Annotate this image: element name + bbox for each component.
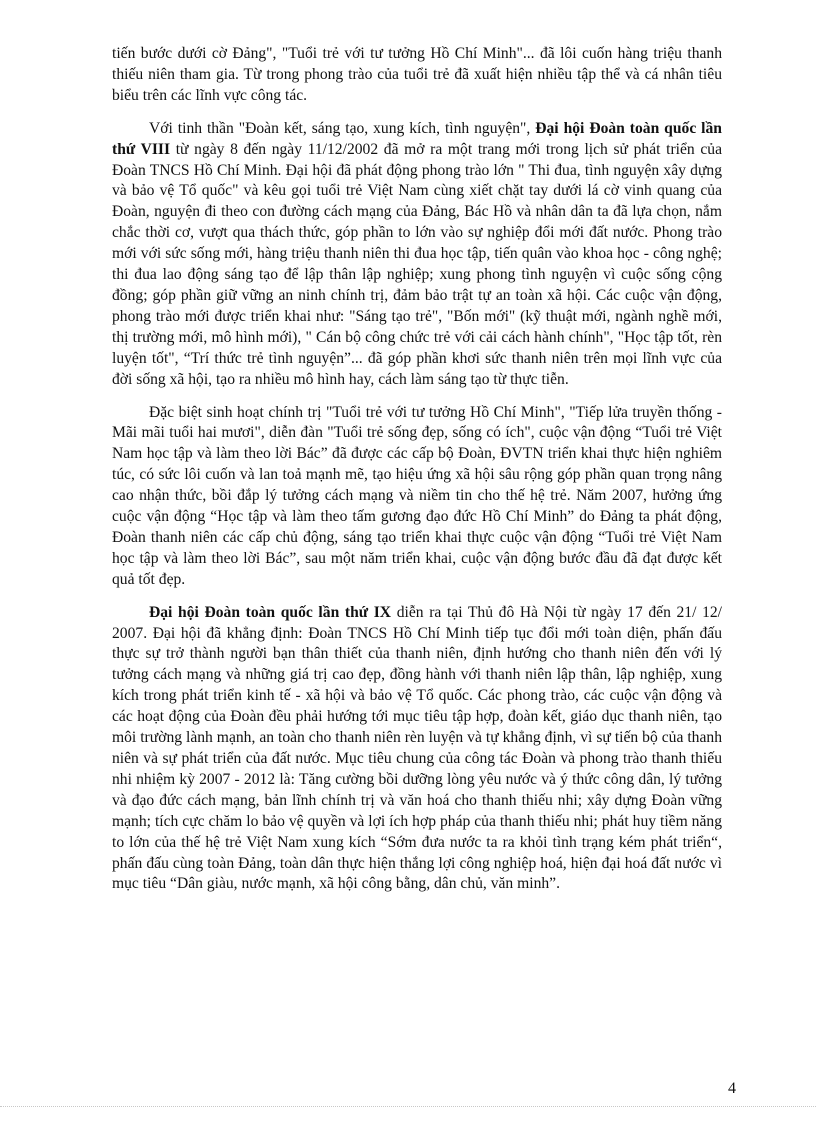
paragraph-4: [112, 603, 722, 896]
paragraph-1: tiến bước dưới cờ Đảng", "Tuổi trẻ với tư tưởng Hồ Chí Minh"... đã lôi cuốn hàng triệu thanh thiếu niên tham gia. Từ trong phong trào của tuổi trẻ đã xuất hiện nhiều tập thể và cá nhân tiêu biểu trên các lĩnh vực công tác.: [112, 45, 722, 104]
paragraph-3: Đặc biệt sinh hoạt chính trị "Tuổi trẻ với tư tưởng Hồ Chí Minh", "Tiếp lửa truyền thống - Mãi mãi tuổi hai mươi", diễn đàn "Tuổi trẻ sống đẹp, sống có ích", cuộc vận động “Tuổi trẻ Việt Nam học tập và làm theo lời Bác” đã được các cấp bộ Đoàn, ĐVTN triển khai thực hiện nghiêm túc, có sức lôi cuốn và lan toả mạnh mẽ, tạo hiệu ứng xã hội sâu rộng góp phần quan trọng nâng cao nhận thức, bồi đắp lý tưởng cách mạng và niềm tin cho thế hệ trẻ. Năm 2007, hưởng ứng cuộc vận động “Học tập và làm theo tấm gương đạo đức Hồ Chí Minh” do Đảng ta phát động, Đoàn thanh niên các cấp chủ động, sáng tạo triển khai thực cuộc vận động “Tuổi trẻ Việt Nam học tập và làm theo lời Bác”, sau một năm triển khai, cuộc vận động bước đầu đã đạt được kết quả tốt đẹp.: [112, 403, 722, 588]
paragraph-2-body: từ ngày 8 đến ngày 11/12/2002 đã mở ra một trang mới trong lịch sử phát triển của Đoàn TNCS Hồ Chí Minh. Đại hội đã phát động phong trào lớn " Thi đua, tình nguyện xây dựng và bảo vệ Tổ quốc" và kêu gọi tuổi trẻ Việt Nam cùng xiết chặt tay dưới lá cờ vinh quang của Đoàn, nguyện đi theo con đường cách mạng của Đảng, Bác Hồ và nhân dân ta đã lựa chọn, nắm chắc thời cơ, vượt qua thách thức, góp phần to lớn vào sự nghiệp đổi mới đất nước. Phong trào mới với sức sống mới, hàng triệu thanh niên thi đua học tập, tiến quân vào khoa học - công nghệ; thi đua lao động sáng tạo để lập thân lập nghiệp; xung phong tình nguyện vì cuộc sống cộng đồng; góp phần giữ vững an ninh chính trị, đảm bảo trật tự an toàn xã hội. Các cuộc vận động, phong trào mới được triển khai như: "Sáng tạo trẻ", "Bốn mới" (kỹ thuật mới, ngành nghề mới, thị trường mới, mô hình mới), " Cán bộ công chức trẻ với cải cách hành chính", "Học tập tốt, rèn luyện tốt", “Trí thức trẻ tình nguyện”... đã góp phần khơi sức thanh niên trên mọi lĩnh vực của đời sống xã hội, tạo ra nhiều mô hình hay, cách làm sáng tạo từ thực tiễn.: [112, 140, 722, 388]
paragraph-4-congress-ix: Đại hội Đoàn toàn quốc lần thứ IX: [149, 603, 392, 621]
paragraph-2-congress-viii: Đại hội Đoàn toàn quốc lần thứ VIII: [112, 119, 722, 158]
paragraph-4-body: diễn ra tại Thủ đô Hà Nội từ ngày 17 đến 21/ 12/ 2007. Đại hội đã khẳng định: Đoàn TNCS Hồ Chí Minh tiếp tục đổi mới toàn diện, phấn đấu thực sự trở thành người bạn thân thiết của thanh niên, định hướng cho thanh niên đến với lý tưởng cách mạng và những giá trị cao đẹp, đồng hành với thanh niên lập thân, lập nghiệp, xung kích trong phát triển kinh tế - xã hội và bảo vệ Tổ quốc. Các phong trào, các cuộc vận động và các hoạt động của Đoàn đều phải hướng tới mục tiêu tập hợp, đoàn kết, giáo dục thanh niên, tạo môi trường lành mạnh, an toàn cho thanh niên rèn luyện và tự khẳng định, vì sự tiến bộ của thanh niên và sự phát triển của đất nước. Mục tiêu chung của công tác Đoàn và phong trào thanh thiếu nhi nhiệm kỳ 2007 - 2012 là: Tăng cường bồi dưỡng lòng yêu nước và ý thức công dân, lý tưởng và đạo đức cách mạng, bản lĩnh chính trị và văn hoá cho thanh thiếu nhi; xây dựng Đoàn vững mạnh; tích cực chăm lo bảo vệ quyền và lợi ích hợp pháp của thanh thiếu nhi; phát huy tiềm năng to lớn của thế hệ trẻ Việt Nam xung kích “Sớm đưa nước ta ra khỏi tình trạng kém phát triển“, phấn đấu cùng toàn Đảng, toàn dân thực hiện thắng lợi công nghiệp hoá, hiện đại hoá đất nước vì mục tiêu “Dân giàu, nước mạnh, xã hội công bằng, dân chủ, văn minh”.: [112, 603, 722, 893]
document-page: [112, 44, 722, 895]
page-number: 4: [728, 1080, 736, 1097]
paragraph-2-intro: Với tinh thần "Đoàn kết, sáng tạo, xung kích, tình nguyện",: [149, 119, 536, 137]
footer-divider: [0, 1106, 816, 1107]
paragraph-2: [112, 119, 722, 391]
